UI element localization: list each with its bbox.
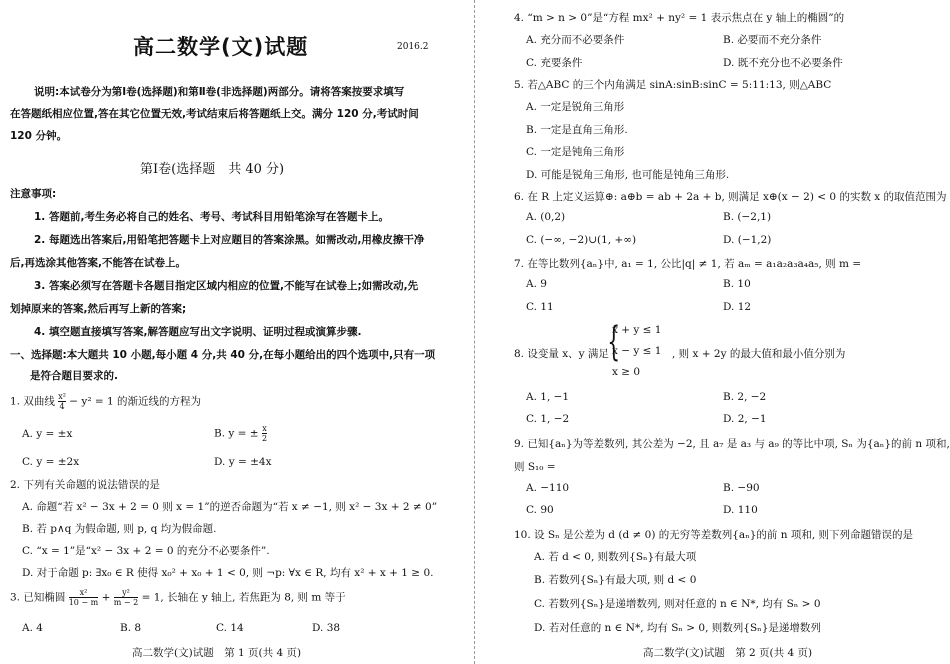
q2-option-d: D. 对于命题 p: ∃x₀ ∈ R 使得 x₀² + x₀ + 1 < 0, 则 ¬p: ∀x ∈ R, 均有 x² + x + 1 ≥ 0. — [22, 567, 434, 579]
part1-line-2: 是符合题目要求的. — [30, 370, 118, 382]
q1-frac-den: 4 — [59, 402, 65, 411]
note-1: 1. 答题前,考生务必将自己的姓名、考号、考试科目用铅笔涂写在答题卡上。 — [34, 211, 389, 223]
q8-option-c: C. 1, −2 — [526, 413, 570, 425]
q4-option-c: C. 充要条件 — [526, 57, 583, 69]
q8-constraint-1: x + y ≤ 1 — [612, 324, 662, 336]
q7-option-d: D. 12 — [723, 301, 752, 313]
part1-line-1: 一、选择题:本大题共 10 小题,每小题 4 分,共 40 分,在每小题给出的四个选项中,只有一项 — [10, 349, 436, 361]
q6-option-c: C. (−∞, −2)∪(1, +∞) — [526, 234, 637, 246]
question-4: 4. “m > n > 0”是“方程 mx² + ny² = 1 表示焦点在 y 轴上的椭圆”的 — [514, 12, 845, 24]
intro-line-3: 120 分钟。 — [10, 130, 68, 142]
q8-constraint-3: x ≥ 0 — [612, 366, 641, 378]
page-footer-left: 高二数学(文)试题 第 1 页(共 4 页) — [132, 647, 302, 659]
q6-option-d: D. (−1,2) — [723, 234, 772, 246]
q2-option-b: B. 若 p∧q 为假命题, 则 p, q 均为假命题. — [22, 523, 217, 535]
q8-option-b: B. 2, −2 — [723, 391, 767, 403]
q1-b-pre: B. y = ± — [214, 427, 259, 440]
question-2: 2. 下列有关命题的说法错误的是 — [10, 479, 160, 491]
q2-option-a: A. 命题“若 x² − 3x + 2 = 0 则 x = 1”的逆否命题为“若 x ≠ −1, 则 x² − 3x + 2 ≠ 0” — [22, 501, 438, 513]
q9-option-d: D. 110 — [723, 504, 758, 516]
question-5: 5. 若△ABC 的三个内角满足 sinA:sinB:sinC = 5:11:13, 则△ABC — [514, 79, 832, 91]
q5-option-a: A. 一定是锐角三角形 — [526, 101, 625, 113]
q3-plus: + — [101, 591, 111, 604]
q5-option-d: D. 可能是锐角三角形, 也可能是钝角三角形. — [526, 169, 730, 181]
q5-option-c: C. 一定是钝角三角形 — [526, 146, 625, 158]
notes-title: 注意事项: — [10, 188, 57, 200]
q3-f1-num: x² — [69, 588, 99, 598]
q3-f1-den: 10 − m — [68, 598, 99, 607]
q7-option-b: B. 10 — [723, 278, 751, 290]
q1-b-den: 2 — [261, 434, 268, 443]
q1-option-c: C. y = ±2x — [22, 456, 80, 468]
q3-stem-b: = 1, 长轴在 y 轴上, 若焦距为 8, 则 m 等于 — [141, 591, 346, 604]
q6-option-a: A. (0,2) — [526, 211, 566, 223]
q3-fraction-1 — [69, 588, 99, 607]
q3-option-b: B. 8 — [120, 622, 142, 634]
left-page — [0, 0, 470, 664]
q3-option-a: A. 4 — [22, 622, 43, 634]
q9-option-b: B. −90 — [723, 482, 760, 494]
note-2: 2. 每题选出答案后,用铅笔把答题卡上对应题目的答案涂黑。如需改动,用橡皮擦干净 — [34, 234, 425, 246]
q6-option-b: B. (−2,1) — [723, 211, 772, 223]
q8-brace: { — [607, 319, 621, 365]
q8-option-d: D. 2, −1 — [723, 413, 767, 425]
note-3-cont: 划掉原来的答案,然后再写上新的答案; — [10, 303, 187, 315]
q9-option-c: C. 90 — [526, 504, 554, 516]
question-9: 9. 已知{aₙ}为等差数列, 其公差为 −2, 且 a₇ 是 a₃ 与 a₉ 的等比中项, Sₙ 为{aₙ}的前 n 项和, — [514, 438, 950, 450]
q1-option-b — [214, 424, 267, 443]
note-3: 3. 答案必须写在答题卡各题目指定区域内相应的位置,不能写在试卷上;如需改动,先 — [34, 280, 419, 292]
note-2-cont: 后,再选涂其他答案,不能答在试卷上。 — [10, 257, 186, 269]
q1-stem-a: 1. 双曲线 — [10, 395, 55, 408]
q4-option-b: B. 必要而不充分条件 — [723, 34, 822, 46]
q1-option-a: A. y = ±x — [22, 428, 73, 440]
question-9-cont: 则 S₁₀ = — [514, 461, 556, 473]
q5-option-b: B. 一定是直角三角形. — [526, 124, 628, 136]
q8-constraint-2: x − y ≤ 1 — [612, 345, 662, 357]
q3-f2-den: m − 2 — [113, 598, 139, 607]
q4-option-d: D. 既不充分也不必要条件 — [723, 57, 843, 69]
q3-f2-num: y² — [114, 588, 138, 598]
intro-line-1: 说明:本试卷分为第Ⅰ卷(选择题)和第Ⅱ卷(非选择题)两部分。请将答案按要求填写 — [34, 86, 405, 98]
section-heading: 第Ⅰ卷(选择题 共 40 分) — [140, 162, 285, 177]
q10-option-d: D. 若对任意的 n ∈ N*, 均有 Sₙ > 0, 则数列{Sₙ}是递增数列 — [534, 622, 821, 634]
q8-stem-a: 8. 设变量 x、y 满足 — [514, 348, 609, 360]
q8-stem-b: , 则 x + 2y 的最大值和最小值分别为 — [672, 348, 846, 360]
q1-b-fraction — [262, 424, 267, 443]
q3-fraction-2 — [114, 588, 138, 607]
q4-option-a: A. 充分而不必要条件 — [526, 34, 625, 46]
q10-option-c: C. 若数列{Sₙ}是递增数列, 则对任意的 n ∈ N*, 均有 Sₙ > 0 — [534, 598, 821, 610]
q7-option-c: C. 11 — [526, 301, 554, 313]
question-1 — [10, 392, 201, 411]
exam-date: 2016.2 — [397, 42, 429, 52]
note-4: 4. 填空题直接填写答案,解答题应写出文字说明、证明过程或演算步骤. — [34, 326, 362, 338]
question-10: 10. 设 Sₙ 是公差为 d (d ≠ 0) 的无穷等差数列{aₙ}的前 n 项和, 则下列命题错误的是 — [514, 529, 914, 541]
q2-option-c: C. “x = 1”是“x² − 3x + 2 = 0 的充分不必要条件”. — [22, 545, 270, 557]
q3-option-c: C. 14 — [216, 622, 244, 634]
q10-option-a: A. 若 d < 0, 则数列{Sₙ}有最大项 — [534, 551, 697, 563]
q3-stem-a: 3. 已知椭圆 — [10, 591, 66, 604]
page-title: 高二数学(文)试题 — [133, 35, 309, 59]
q8-option-a: A. 1, −1 — [526, 391, 570, 403]
q1-fraction — [58, 392, 66, 411]
question-3 — [10, 588, 346, 607]
page-footer-right: 高二数学(文)试题 第 2 页(共 4 页) — [643, 647, 813, 659]
q3-option-d: D. 38 — [312, 622, 341, 634]
q7-option-a: A. 9 — [526, 278, 547, 290]
q1-frac-num: x² — [58, 392, 66, 401]
q10-option-b: B. 若数列{Sₙ}有最大项, 则 d < 0 — [534, 574, 697, 586]
q1-b-num: x — [262, 424, 267, 433]
question-6: 6. 在 R 上定义运算⊕: a⊕b = ab + 2a + b, 则满足 x⊕(x − 2) < 0 的实数 x 的取值范围为 — [514, 191, 947, 203]
q1-stem-b: − y² = 1 的渐近线的方程为 — [69, 395, 202, 408]
right-page — [480, 0, 950, 664]
q9-option-a: A. −110 — [526, 482, 570, 494]
intro-line-2: 在答题纸相应位置,答在其它位置无效,考试结束后将答题纸上交。满分 120 分,考试时间 — [10, 108, 419, 120]
question-7: 7. 在等比数列{aₙ}中, a₁ = 1, 公比|q| ≠ 1, 若 aₘ = a₁a₂a₃a₄a₅, 则 m = — [514, 258, 862, 270]
q1-option-d: D. y = ±4x — [214, 456, 272, 468]
page-divider — [474, 0, 476, 664]
